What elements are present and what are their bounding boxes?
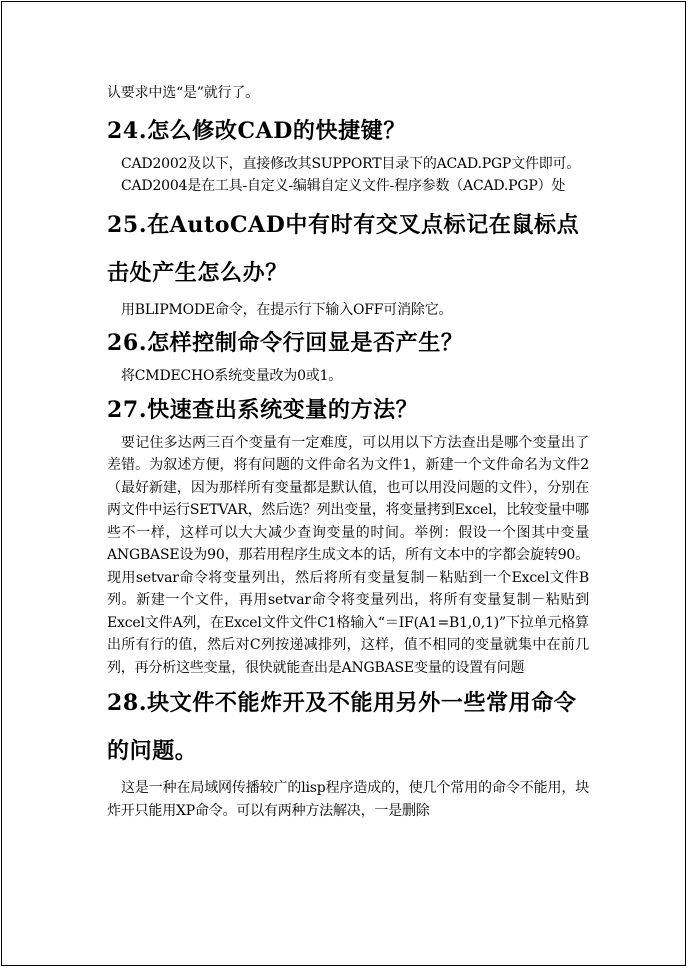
paragraph-24-1: CAD2002及以下，直接修改其SUPPORT目录下的ACAD.PGP文件即可。 [121,155,581,172]
paragraph-26-1: 将CMDECHO系统变量改为0或1。 [121,368,343,384]
heading-25: 25.在AutoCAD中有时有交叉点标记在鼠标点击处产生怎么办？ [107,211,580,286]
document-body [107,82,589,822]
paragraph-28-1: 这是一种在局域网传播较广的lisp程序造成的，使几个常用的命令不能用，块炸开只能用XP命令。可以有两种方法解决，一是删除 [107,780,589,819]
heading-28: 28.块文件不能炸开及不能用另外一些常用命令的问题。 [107,690,577,764]
heading-27: 27.快速查出系统变量的方法？ [107,396,419,423]
heading-24: 24.怎么修改CAD的快捷键？ [107,117,406,144]
paragraph-24-2: CAD2004是在工具-自定义-编辑自定义文件-程序参数（ACAD.PGP）处 [121,178,566,194]
paragraph-25-1: 用BLIPMODE命令，在提示行下输入OFF可消除它。 [121,301,453,318]
heading-26: 26.怎样控制命令行回显是否产生？ [107,330,464,356]
paragraph-27-1: 要记住多达两三百个变量有一定难度，可以用以下方法查出是哪个变量出了差错。为叙述方便，将有问题的文件命名为文件1，新建一个文件命名为文件2（最好新建，因为那样所有变量都是默认值，也可以用没问题的文件），分别在两文件中运行SETVAR，然后选？列出变量，将变量拷到Excel，比较变量中哪些不一样，这样可以大大减少查询变量的时间。举例：假设一个图其中变量ANGBASE设为90，那若用程序生成文本的话，所有文本中的字都会旋转90。现用setvar命令将变量列出，然后将所有变量复制－粘贴到一个Excel文件B列。新建一个文件，再用setvar命令将变量列出，将所有变量复制－粘贴到Excel文件A列，在Excel文件文件C1格输入“＝IF(A1=B1,0,1)”下拉单元格算出所有行的值，然后对C列按递减排列，这样，值不相同的变量就集中在前几列，再分析这些变量，很快就能查出是ANGBASE变量的设置有问题 [107,434,590,676]
intro-continuation: 认要求中选“是”就行了。 [107,85,259,101]
